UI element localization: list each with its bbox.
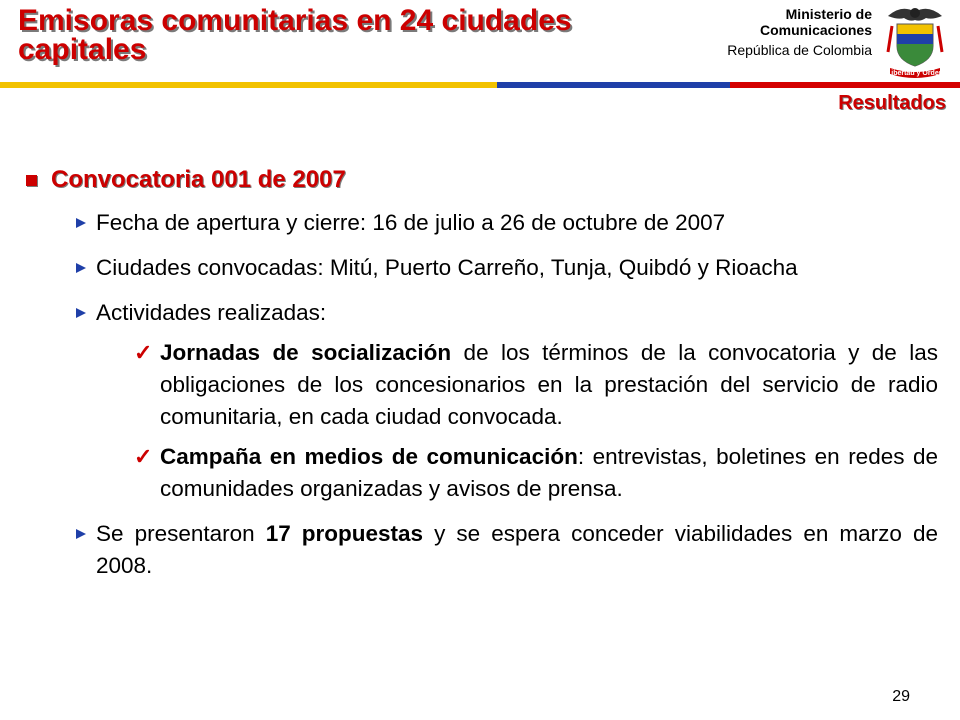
triangle-bullet-icon: [76, 218, 86, 228]
list-item: [26, 207, 938, 239]
triangle-bullet-icon: [76, 529, 86, 539]
triangle-bullet-icon: [76, 263, 86, 273]
checkmark-icon: ✓: [134, 444, 153, 469]
list-item: [26, 297, 938, 329]
flag-blue-stripe: [497, 82, 730, 88]
flag-color-bar: [0, 82, 960, 88]
flag-yellow-stripe: [0, 82, 497, 88]
coat-of-arms-icon: [882, 2, 948, 82]
list-item: [26, 518, 938, 582]
sub-list-item: [26, 441, 938, 505]
item-cities: Ciudades convocadas: Mitú, Puerto Carreño, Tunja, Quibdó y Rioacha: [96, 255, 798, 280]
ministry-line3: República de Colombia: [727, 42, 872, 58]
square-bullet-icon: [26, 175, 37, 186]
ministry-label: [727, 6, 872, 58]
item-proposals: Se presentaron 17 propuestas y se espera conceder viabilidades en marzo de 2008.: [96, 521, 938, 578]
list-item: [26, 252, 938, 284]
slide-content: [26, 166, 938, 582]
ministry-line1: Ministerio de: [785, 6, 872, 22]
convocatoria-heading: Convocatoria 001 de 2007: [51, 166, 346, 193]
heading-bullet: [26, 166, 938, 194]
flag-red-stripe: [730, 82, 960, 88]
section-label: Resultados: [838, 92, 946, 114]
sub-list-item: [26, 337, 938, 433]
item-dates: Fecha de apertura y cierre: 16 de julio a 26 de octubre de 2007: [96, 210, 726, 235]
seal-motto: Libertad y Orden: [886, 70, 944, 77]
slide-title: Emisoras comunitarias en 24 ciudades capitales: [18, 4, 572, 66]
triangle-bullet-icon: [76, 308, 86, 318]
checkmark-icon: ✓: [134, 340, 153, 365]
item-activities: Actividades realizadas:: [96, 300, 327, 325]
sub-item-socializacion: Jornadas de socialización de los términos de la convocatoria y de las obligaciones de los concesionarios en la prestación del servicio de radio comunitaria, en cada ciudad convocada.: [160, 340, 938, 429]
sub-item-campana: Campaña en medios de comunicación: entrevistas, boletines en redes de comunidades organizadas y avisos de prensa.: [160, 444, 938, 501]
page-number: 29: [892, 688, 910, 705]
ministry-line2: Comunicaciones: [759, 22, 872, 38]
